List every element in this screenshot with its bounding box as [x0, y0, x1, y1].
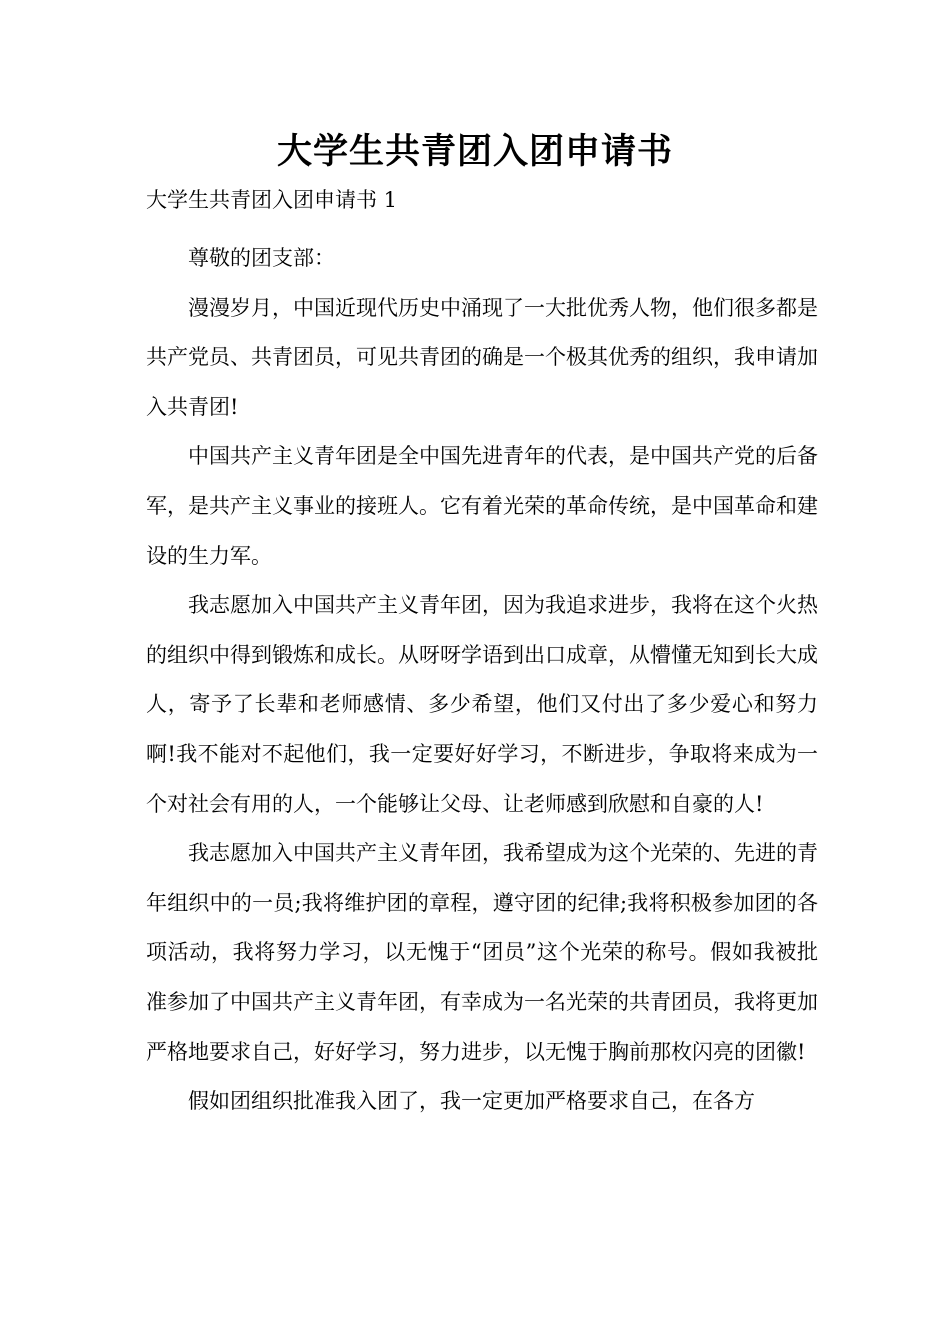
body-paragraph: 我志愿加入中国共产主义青年团，我希望成为这个光荣的、先进的青年组织中的一员;我将维护团的章程，遵守团的纪律;我将积极参加团的各项活动，我将努力学习，以无愧于“团员”这个光荣的称号。假如我被批准参加了中国共产主义青年团，有幸成为一名光荣的共青团员，我将更加严格地要求自己，好好学习，努力进步，以无愧于胸前那枚闪亮的团徽!: [146, 841, 818, 1064]
body-paragraph: 我志愿加入中国共产主义青年团，因为我追求进步，我将在这个火热的组织中得到锻炼和成长。从呀呀学语到出口成章，从懵懂无知到长大成人，寄予了长辈和老师感情、多少希望，他们又付出了多少爱心和努力啊!我不能对不起他们，我一定要好好学习，不断进步，争取将来成为一个对社会有用的人，一个能够让父母、让老师感到欣慰和自豪的人!: [146, 593, 818, 816]
document-subtitle: 大学生共青团入团申请书 1: [146, 188, 398, 212]
document-title: 大学生共青团入团申请书: [276, 132, 673, 172]
document-body: [146, 234, 818, 1127]
body-paragraph: 中国共产主义青年团是全中国先进青年的代表，是中国共产党的后备军，是共产主义事业的接班人。它有着光荣的革命传统，是中国革命和建设的生力军。: [146, 444, 818, 568]
body-paragraph: 漫漫岁月，中国近现代历史中涌现了一大批优秀人物，他们很多都是共产党员、共青团员，可见共青团的确是一个极其优秀的组织，我申请加入共青团!: [146, 295, 818, 419]
body-paragraph: 假如团组织批准我入团了，我一定更加严格要求自己，在各方: [188, 1089, 755, 1114]
salutation: 尊敬的团支部：: [188, 246, 335, 270]
